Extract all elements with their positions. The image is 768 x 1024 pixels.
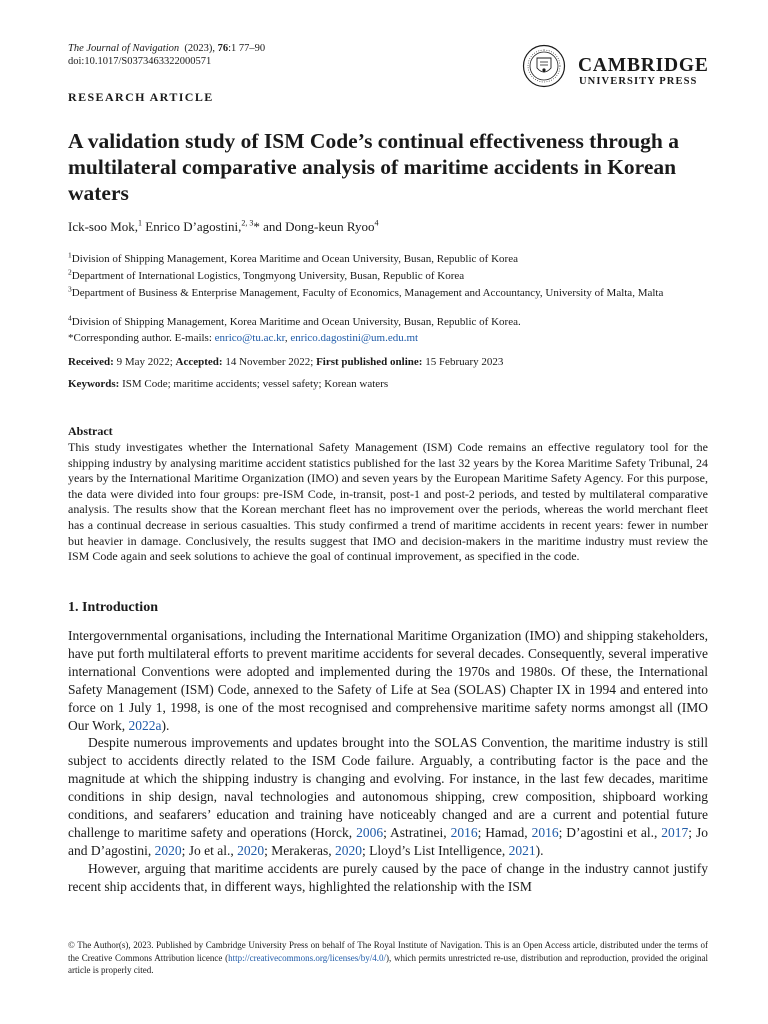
paragraph-text: ; Hamad,	[477, 824, 532, 840]
keywords	[68, 378, 388, 390]
doi: doi:10.1017/S0373463322000571	[68, 56, 212, 67]
corresponding-author	[68, 331, 708, 345]
footer-text: ), which permits unrestricted re-use, distribution and reproduction, provided the original article is properly cited.	[68, 952, 708, 975]
paragraph-text: ).	[161, 717, 170, 733]
published-date: 15 February 2023	[422, 356, 504, 368]
citation-link[interactable]: 2022a	[128, 717, 162, 733]
author-name: Dong-keun Ryoo	[285, 219, 375, 234]
keywords-label: Keywords:	[68, 378, 120, 390]
publisher-subtitle: UNIVERSITY PRESS	[579, 76, 698, 87]
citation-link[interactable]: 2020	[154, 842, 182, 858]
affiliation-number: 3	[68, 284, 72, 294]
paragraph-text: ; Jo et al.,	[181, 842, 238, 858]
journal-issue-pages: :1 77–90	[228, 43, 266, 54]
affiliation-number: 1	[68, 250, 72, 260]
email-link[interactable]: enrico.dagostini@um.edu.mt	[290, 332, 419, 344]
paragraph-text: ; Jo and D’agostini,	[68, 824, 708, 858]
publisher-name: CAMBRIDGE	[578, 55, 709, 76]
paragraph-text: ; Merakeras,	[264, 842, 335, 858]
citation-link[interactable]: 2021	[508, 842, 536, 858]
affiliation-text: Division of Shipping Management, Korea Maritime and Ocean University, Busan, Republic of Korea.	[71, 316, 521, 328]
citation-link[interactable]: 2017	[661, 824, 689, 840]
affiliation	[68, 315, 708, 329]
author-affiliation-number: 1	[138, 218, 143, 228]
paragraph	[68, 734, 708, 859]
publication-dates	[68, 356, 503, 368]
affiliation-number: 4	[68, 313, 72, 323]
citation-link[interactable]: 2020	[334, 842, 362, 858]
license-link[interactable]: http://creativecommons.org/licenses/by/4.0/	[228, 952, 386, 963]
email-separator: ,	[284, 332, 291, 344]
abstract-text: This study investigates whether the International Safety Management (ISM) Code remains an effective regulatory tool for the shipping industry by analysing maritime accident statistics published for the last 32 years by the Korea Maritime Safety Tribunal, 24 years by the International Maritime Organization (IMO) and seven years by the European Maritime Safety Agency. For this purpose, the data were divided into four groups: pre-ISM Code, in-transit, post-1 and post-2 periods, and tested by multilateral comparative analysis. The results show that the Korean merchant fleet has no improvement over the periods, whereas the world merchant fleet has a continual decrease in serious casualties. This study confirmed a trend of maritime accidents in recent years: fewer in number but heavier in damage. Conclusively, the results suggest that IMO and decision-makers in the maritime industry must review the ISM Code again and seek solutions to achieve the goal of continual improvement, as specified in the code.	[68, 440, 708, 564]
paragraph-text: ; D’agostini et al.,	[558, 824, 662, 840]
affiliation	[68, 269, 708, 283]
article-title: A validation study of ISM Code’s continual effectiveness through a multilateral comparative analysis of maritime accidents in Korean waters	[68, 129, 679, 205]
journal-name: The Journal of Navigation	[68, 43, 180, 54]
keywords-value: ISM Code; maritime accidents; vessel safety; Korean waters	[119, 378, 389, 390]
affiliation-text: Department of Business & Enterprise Management, Faculty of Economics, Management and Accountancy, University of Malta, Malta	[71, 287, 664, 299]
corresponding-star: *	[253, 219, 260, 234]
journal-year: (2023),	[184, 43, 215, 54]
received-label: Received:	[68, 356, 114, 368]
author-name: Ick-soo Mok,	[68, 219, 139, 234]
section-heading: 1. Introduction	[68, 600, 158, 615]
paragraph-text: However, arguing that maritime accidents are purely caused by the pace of change in the industry cannot justify recent ship accidents that, in different ways, highlighted the relationship with the ISM	[68, 860, 708, 894]
author-list	[68, 219, 379, 235]
email-link[interactable]: enrico@tu.ac.kr	[214, 332, 285, 344]
journal-citation	[68, 42, 265, 68]
accepted-date: 14 November 2022;	[222, 356, 317, 368]
paragraph-text: ; Astratinei,	[383, 824, 451, 840]
paragraph-text: Despite numerous improvements and updates brought into the SOLAS Convention, the maritime industry is still subject to accidents directly related to the ISM Code failure. Arguably, a contributing factor is the pace and the magnitude at which the shipping industry is changing and evolving. For instance, in the last few decades, maritime conditions in ship design, naval technologies and autonomous shipping, crew composition, shipboard working conditions, and seafarers’ education and training have noticeably changed and are a current and potential future challenge to maritime safety and operations (Horck,	[68, 735, 708, 840]
affiliation	[68, 252, 708, 266]
author-joiner: and	[259, 219, 286, 234]
paragraph-text: Intergovernmental organisations, including the International Maritime Organization (IMO) and shipping stakeholders, have put forth multilateral efforts to prevent maritime accidents for several decades. Consequently, several imperative international Conventions were adopted and implemented during the 1970s and 1980s. Of these, the International Safety Management (ISM) Code, annexed to the Safety of Life at Sea (SOLAS) Chapter IX in 1994 and entered into force on 1 July 1, 1998, is one of the most recognised and comprehensive maritime safety norms amongst all (IMO Our Work,	[68, 628, 708, 733]
citation-link[interactable]: 2016	[450, 824, 478, 840]
affiliation-number: 2	[68, 267, 72, 277]
publisher-logo	[522, 44, 708, 90]
affiliation-text: Division of Shipping Management, Korea Maritime and Ocean University, Busan, Republic of Korea	[71, 253, 518, 265]
footer-text: © The Author(s), 2023. Published by Cambridge University Press on behalf of The Royal Institute of Navigation. This is an Open Access article, distributed under the terms of the Creative Commons Attribution licence (	[68, 940, 708, 963]
abstract-heading: Abstract	[68, 424, 113, 438]
author-name: Enrico D’agostini,	[145, 219, 242, 234]
affiliation-text: Department of International Logistics, Tongmyong University, Busan, Republic of Korea	[71, 270, 465, 282]
cambridge-seal-icon	[522, 44, 566, 88]
paragraph	[68, 860, 708, 896]
citation-link[interactable]: 2016	[531, 824, 559, 840]
author-affiliation-number: 2, 3	[241, 218, 254, 228]
article-type: RESEARCH ARTICLE	[68, 90, 214, 104]
paragraph-text: ).	[535, 842, 544, 858]
author-affiliation-number: 4	[374, 218, 379, 228]
affiliation	[68, 286, 708, 300]
published-label: First published online:	[316, 356, 423, 368]
citation-link[interactable]: 2006	[356, 824, 384, 840]
journal-volume: 76	[217, 43, 229, 54]
received-date: 9 May 2022;	[113, 356, 176, 368]
copyright-footer	[68, 939, 708, 977]
accepted-label: Accepted:	[175, 356, 223, 368]
paragraph-text: ; Lloyd’s List Intelligence,	[361, 842, 509, 858]
introduction-body	[68, 627, 708, 896]
citation-link[interactable]: 2020	[237, 842, 265, 858]
paragraph	[68, 627, 708, 734]
corresponding-prefix: *Corresponding author. E-mails:	[68, 332, 215, 344]
